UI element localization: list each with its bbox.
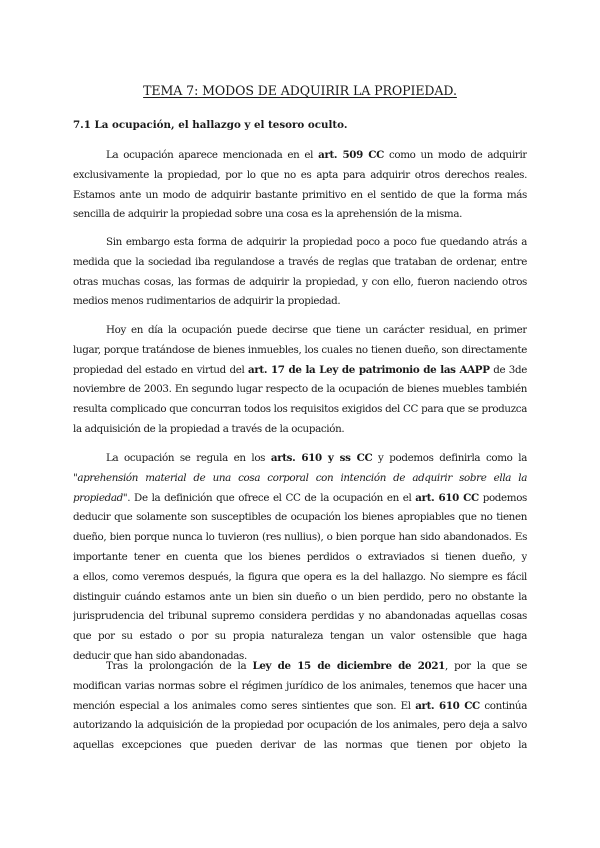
paragraph-line: La ocupación se regula en los arts. 610 y ss CC y podemos definirla como la	[106, 452, 527, 464]
paragraph-line: importante tener en cuenta que los bienes perdidos o extraviados si tienen dueño, y	[73, 550, 527, 563]
paragraph-line: Sin embargo esta forma de adquirir la propiedad poco a poco fue quedando atrás a	[106, 236, 527, 248]
paragraph-line: que por su estado o por su propia naturaleza tengan un valor ostensible que haga	[73, 630, 527, 643]
paragraph-line: Tras la prolongación de la Ley de 15 de diciembre de 2021, por la que se	[106, 660, 527, 672]
paragraph-line: noviembre de 2003. En segundo lugar respecto de la ocupación de bienes muebles también	[73, 383, 527, 396]
paragraph-line: La ocupación aparece mencionada en el art. 509 CC como un modo de adquirir	[106, 149, 527, 161]
paragraph-line: distinguir cuándo estamos ante un bien sin dueño o un bien perdido, pero no obstante la	[73, 590, 527, 603]
paragraph-line: jurisprudencia del tribunal supremo considera perdidas y no abandonadas aquellas cosas	[73, 610, 527, 623]
paragraph-line: resulta complicado que concurran todos los requisitos exigidos del CC para que se produzca	[73, 403, 527, 416]
paragraph-line: propiedad del estado en virtud del art. 17 de la Ley de patrimonio de las AAPP de 3de	[73, 363, 527, 376]
paragraph-line: aquellas excepciones que pueden derivar de las normas que tienen por objeto la	[73, 739, 527, 752]
paragraph-2	[73, 233, 527, 312]
paragraph-line: autorizando la adquisición de la propiedad por ocupación de los animales, pero deja a salvo	[73, 719, 527, 732]
paragraph-line: medios menos rudimentarios de adquirir la propiedad.	[73, 295, 341, 308]
page-title: TEMA 7: MODOS DE ADQUIRIR LA PROPIEDAD.	[143, 83, 457, 98]
paragraph-line: propiedad". De la definición que ofrece el CC de la ocupación en el art. 610 CC podemos	[73, 491, 527, 504]
section-heading: 7.1 La ocupación, el hallazgo y el tesoro oculto.	[73, 119, 348, 131]
paragraph-line: a ellos, como veremos después, la figura que opera es la del hallazgo. No siempre es fácil	[73, 570, 527, 583]
paragraph-line: otras muchas cosas, las formas de adquirir la propiedad, y con ello, fueron naciendo otros	[73, 275, 527, 288]
paragraph-line: Hoy en día la ocupación puede decirse que tiene un carácter residual, en primer	[106, 324, 527, 336]
paragraph-line: dueño, bien porque nunca lo tuvieron (res nullius), o bien porque han sido abandonados. Es	[73, 531, 527, 544]
paragraph-line: la adquisición de la propiedad a través de la ocupación.	[73, 422, 345, 435]
paragraph-line: deducir que han sido abandonadas.	[73, 649, 247, 662]
paragraph-5	[73, 657, 527, 756]
paragraph-line: Estamos ante un modo de adquirir bastante primitivo en el sentido de que la forma más	[73, 188, 527, 201]
paragraph-line: lugar, porque tratándose de bienes inmuebles, los cuales no tienen dueño, son directamente	[73, 343, 527, 356]
paragraph-line: mención especial a los animales como seres sintientes que son. El art. 610 CC continúa	[73, 699, 527, 712]
paragraph-4	[73, 449, 527, 667]
paragraph-line: sencilla de adquirir la propiedad sobre una cosa es la aprehensión de la misma.	[73, 208, 463, 221]
paragraph-line: exclusivamente la propiedad, por lo que no es apta para adquirir otros derechos reales.	[73, 168, 527, 181]
paragraph-3	[73, 321, 527, 440]
paragraph-1	[73, 146, 527, 225]
paragraph-line: deducir que solamente son susceptibles de ocupación los bienes apropiables que no tienen	[73, 511, 527, 524]
paragraph-line: modifican varias normas sobre el régimen jurídico de los animales, tenemos que hacer una	[73, 679, 527, 692]
paragraph-line: medida que la sociedad iba regulandose a través de reglas que trataban de ordenar, entre	[73, 255, 527, 268]
paragraph-line: "aprehensión material de una cosa corporal con intención de adquirir sobre ella la	[73, 471, 527, 484]
